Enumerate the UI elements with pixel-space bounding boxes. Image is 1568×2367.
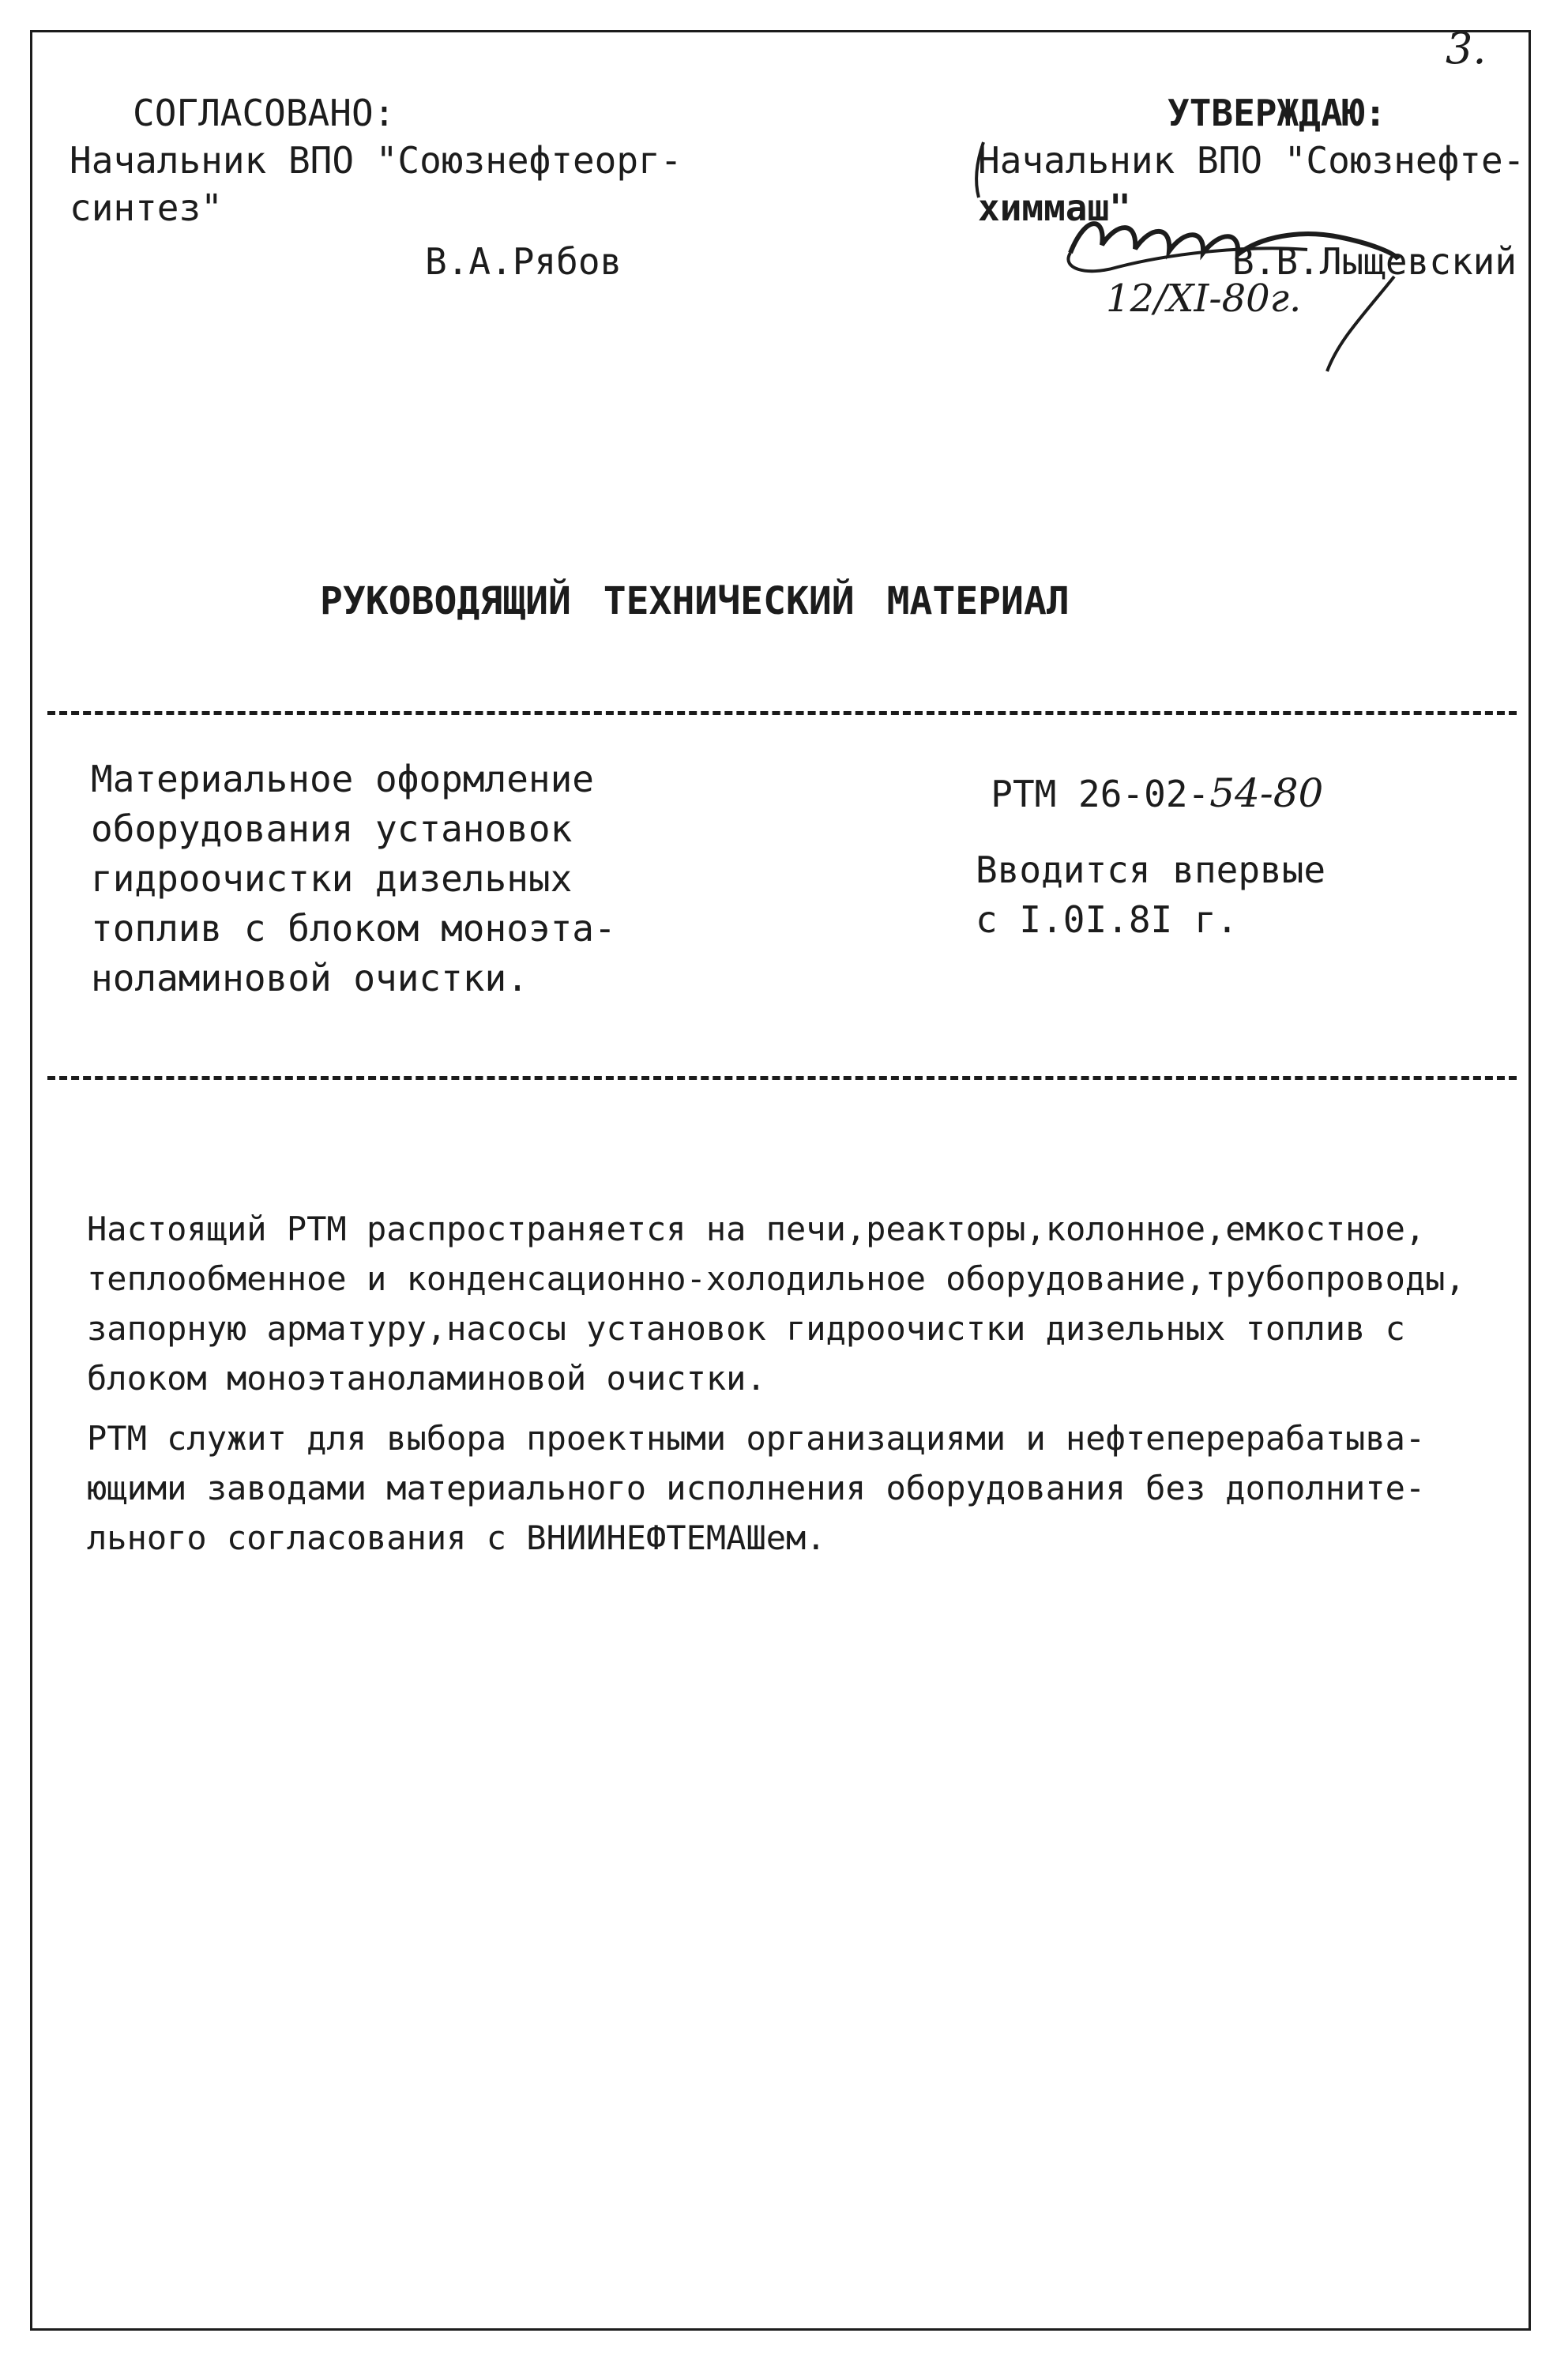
approval-left-position-line2: синтез" <box>70 186 223 229</box>
body-p2-line2: ющими заводами материального исполнения оборудования без дополните- <box>87 1469 1426 1507</box>
body-p1-line2: теплообменное и конденсационно-холодильное оборудование,трубопроводы, <box>87 1259 1465 1298</box>
title-line-5: ноламиновой очистки. <box>91 957 528 999</box>
body-p2-line1: РТМ служит для выбора проектными организациями и нефтеперерабатыва- <box>87 1419 1426 1458</box>
signature-scribble <box>968 119 1410 379</box>
approval-left-heading: СОГЛАСОВАНО: <box>133 92 396 134</box>
approval-handwritten-date: 12/XI-80г. <box>1106 277 1302 321</box>
intro-line-2: с I.0I.8I г. <box>976 898 1239 941</box>
title-line-1: Материальное оформление <box>91 758 594 800</box>
document-type-heading: РУКОВОДЯЩИЙ ТЕХНИЧЕСКИЙ МАТЕРИАЛ <box>320 579 1070 623</box>
title-line-3: гидроочистки дизельных <box>91 857 573 900</box>
approval-right-position-line2: химмаш" <box>978 186 1131 229</box>
document-code-handwritten: 54-80 <box>1209 770 1324 816</box>
page-number: 3. <box>1446 24 1487 73</box>
document-code-typed: РТМ 26-02- <box>991 773 1210 815</box>
body-p1-line1: Настоящий РТМ распространяется на печи,реакторы,колонное,емкостное, <box>87 1210 1426 1248</box>
title-line-4: топлив с блоком моноэта- <box>91 907 616 950</box>
approval-right-signer: В.В.Лыщевский <box>1232 240 1517 283</box>
approval-right-heading: УТВЕРЖДАЮ: <box>1168 92 1386 134</box>
body-p1-line3: запорную арматуру,насосы установок гидроочистки дизельных топлив с <box>87 1309 1405 1348</box>
document-code <box>976 755 1323 818</box>
divider-top <box>47 711 1517 715</box>
title-line-2: оборудования установок <box>91 807 573 850</box>
approval-left-signer: В.А.Рябов <box>425 240 622 283</box>
intro-line-1: Вводится впервые <box>976 849 1326 891</box>
body-p1-line4: блоком моноэтаноламиновой очистки. <box>87 1359 766 1398</box>
approval-left-position-line1: Начальник ВПО "Союзнефтеорг- <box>70 139 682 182</box>
approval-right-position-line1: Начальник ВПО "Союзнефте- <box>978 139 1525 182</box>
divider-bottom <box>47 1076 1517 1080</box>
body-p2-line3: льного согласования с ВНИИНЕФТЕМАШем. <box>87 1518 826 1557</box>
